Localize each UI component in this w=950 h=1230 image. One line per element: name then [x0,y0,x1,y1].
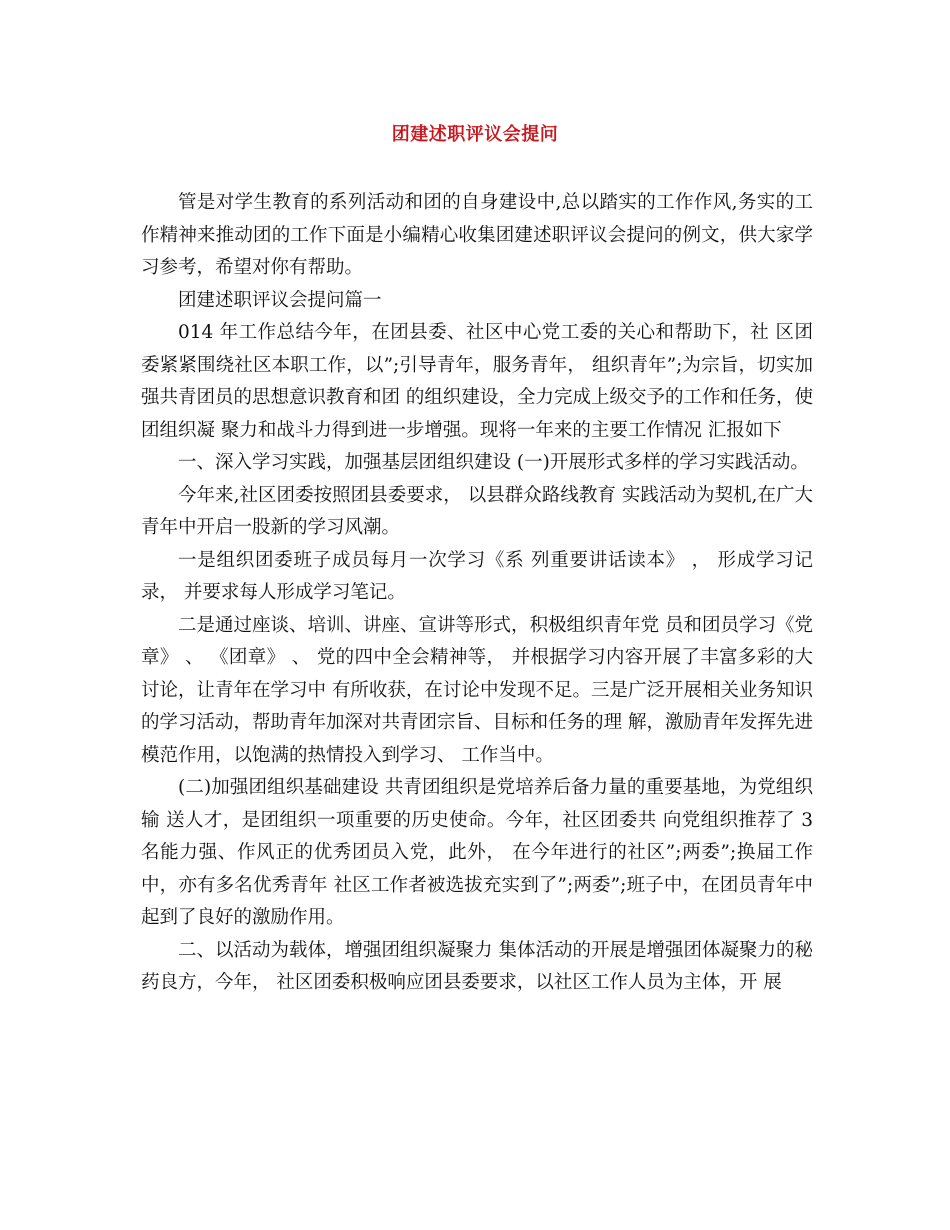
intro-paragraph: 管是对学生教育的系列活动和团的自身建设中,总以踏实的工作作风,务实的工作精神来推动团的工作下面是小编精心收集团建述职评议会提问的例文，供大家学习参考，希望对你有帮助。 [141,192,813,278]
body-paragraph: 今年来,社区团委按照团县委要求， 以县群众路线教育 实践活动为契机,在广大青年中开启一股新的学习风潮。 [141,484,813,538]
subsection-heading: 一、深入学习实践，加强基层团组织建设 (一)开展形式多样的学习实践活动。 [178,452,809,473]
section-heading: 团建述职评议会提问篇一 [178,289,382,311]
body-paragraph: (二)加强团组织基础建设 共青团组织是党培养后备力量的重要基地，为党组织输 送人才，是团组织一项重要的历史使命。今年，社区团委共 向党组织推荐了 3 名能力强、作风正的优秀团员入党，此外， 在今年进行的社区”;两委”;换届工作中，亦有多名优秀青年 社区工作者被选拔充实到了”;两委”;班子中，在团员青年中 起到了良好的激励作用。 [141,777,813,928]
body-paragraph: 二是通过座谈、培训、讲座、宣讲等形式，积极组织青年党 员和团员学习《党章》 、 《团章》 、 党的四中全会精神等， 并根据学习内容开展了丰富多彩的大讨论，让青年在学习中 有所收获，在讨论中发现不足。三是广泛开展相关业务知识 的学习活动，帮助青年加深对共青团宗旨、目标和任务的理 解，激励青年发挥先进模范作用，以饱满的热情投入到学习、 工作当中。 [141,614,813,766]
body-paragraph: 014 年工作总结今年，在团县委、社区中心党工委的关心和帮助下，社 区团委紧紧围绕社区本职工作，以”;引导青年，服务青年， 组织青年”;为宗旨，切实加强共青团员的思想意识教育和团 的组织建设，全力完成上级交予的工作和任务，使团组织凝 聚力和战斗力得到进一步增强。现将一年来的主要工作情况 汇报如下 [141,322,813,441]
document-title: 团建述职评议会提问 [391,124,559,145]
document-body [141,187,813,1000]
body-paragraph: 二、以活动为载体，增强团组织凝聚力 集体活动的开展是增强团体凝聚力的秘药良方，今年， 社区团委积极响应团县委要求，以社区工作人员为主体，开 展 [141,939,813,993]
body-paragraph: 一是组织团委班子成员每月一次学习《系 列重要讲话读本》 ， 形成学习记录， 并要求每人形成学习笔记。 [141,549,813,603]
